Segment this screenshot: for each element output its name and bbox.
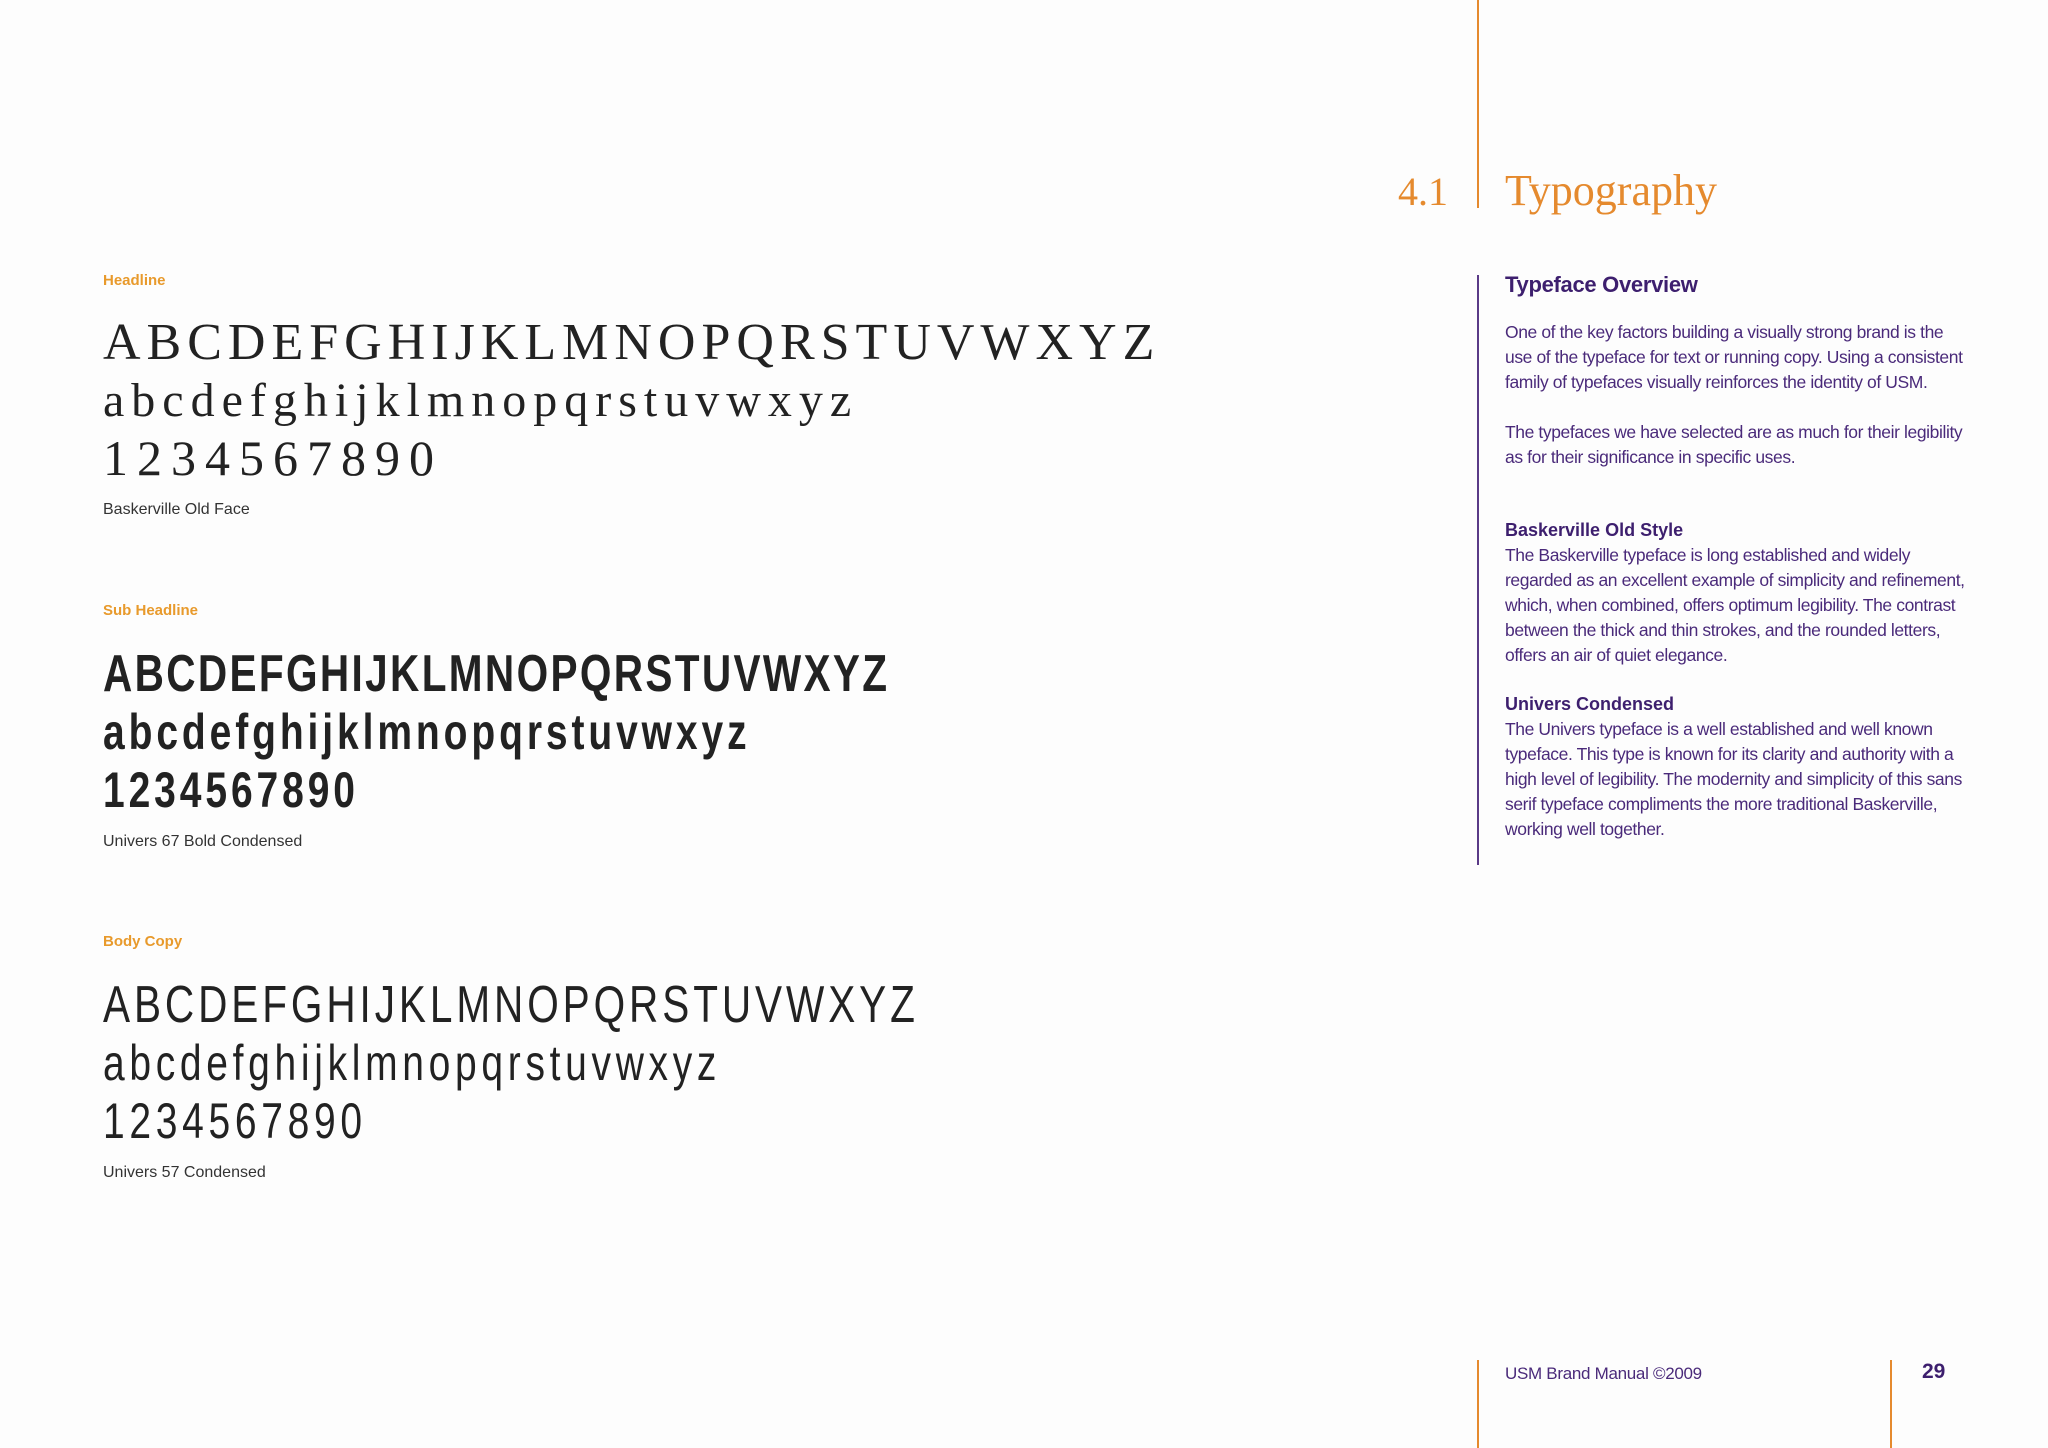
specimen-label: Sub Headline — [103, 602, 199, 619]
specimen-lowercase: abcdefghijklmnopqrstuvwxyz — [103, 1035, 722, 1091]
specimen-headline — [103, 272, 1403, 519]
specimen-uppercase: ABCDEFGHIJKLMNOPQRSTUVWXYZ — [103, 976, 919, 1034]
specimen-numerals: 1234567890 — [103, 1093, 367, 1149]
section-number: 4.1 — [1398, 169, 1448, 214]
specimen-label: Body Copy — [103, 933, 183, 950]
specimen-uppercase: ABCDEFGHIJKLMNOPQRSTUVWXYZ — [103, 314, 1161, 371]
footer-copyright: USM Brand Manual ©2009 — [1505, 1364, 1702, 1383]
specimen-numerals: 1234567890 — [103, 762, 359, 818]
specimen-typeface-name: Univers 57 Condensed — [103, 1164, 266, 1181]
overview-paragraph: The typefaces we have selected are as much for their legibility as for their significance in specific uses. — [1505, 422, 1963, 467]
specimen-sub-headline — [103, 602, 1403, 851]
page-number: 29 — [1922, 1360, 1946, 1383]
divider-rule-footer-left — [1477, 1360, 1479, 1448]
univers-description: The Univers typeface is a well established and well known typeface. This type is known for its clarity and authority with a high level of legibility. The modernity and simplicity of this sans serif typeface compliments the more traditional Baskerville, working well together. — [1505, 719, 1962, 839]
specimen-uppercase: ABCDEFGHIJKLMNOPQRSTUVWXYZ — [103, 645, 890, 703]
page-title: Typography — [1505, 166, 1717, 215]
baskerville-description: The Baskerville typeface is long established and widely regarded as an excellent example of simplicity and refinement, which, when combined, offers optimum legibility. The contrast between the thick and thin strokes, and the rounded letters, offers an air of quiet elegance. — [1505, 545, 1965, 665]
overview-heading: Typeface Overview — [1505, 272, 1698, 297]
specimen-lowercase: abcdefghijklmnopqrstuvwxyz — [103, 704, 751, 760]
specimen-typeface-name: Baskerville Old Face — [103, 501, 250, 518]
specimen-label: Headline — [103, 272, 166, 289]
specimen-lowercase: abcdefghijklmnopqrstuvwxyz — [103, 374, 859, 427]
specimen-body-copy — [103, 933, 1403, 1182]
baskerville-heading: Baskerville Old Style — [1505, 520, 1684, 540]
divider-rule-top — [1477, 0, 1479, 208]
univers-heading: Univers Condensed — [1505, 694, 1675, 714]
specimen-numerals: 1234567890 — [103, 430, 443, 486]
divider-rule-column — [1477, 275, 1479, 865]
divider-rule-footer-right — [1890, 1360, 1892, 1448]
overview-paragraph: One of the key factors building a visually strong brand is the use of the typeface for text or running copy. Using a consistent family of typefaces visually reinforces the identity of USM. — [1505, 322, 1963, 392]
typeface-overview — [1505, 272, 1965, 842]
specimen-typeface-name: Univers 67 Bold Condensed — [103, 833, 303, 850]
